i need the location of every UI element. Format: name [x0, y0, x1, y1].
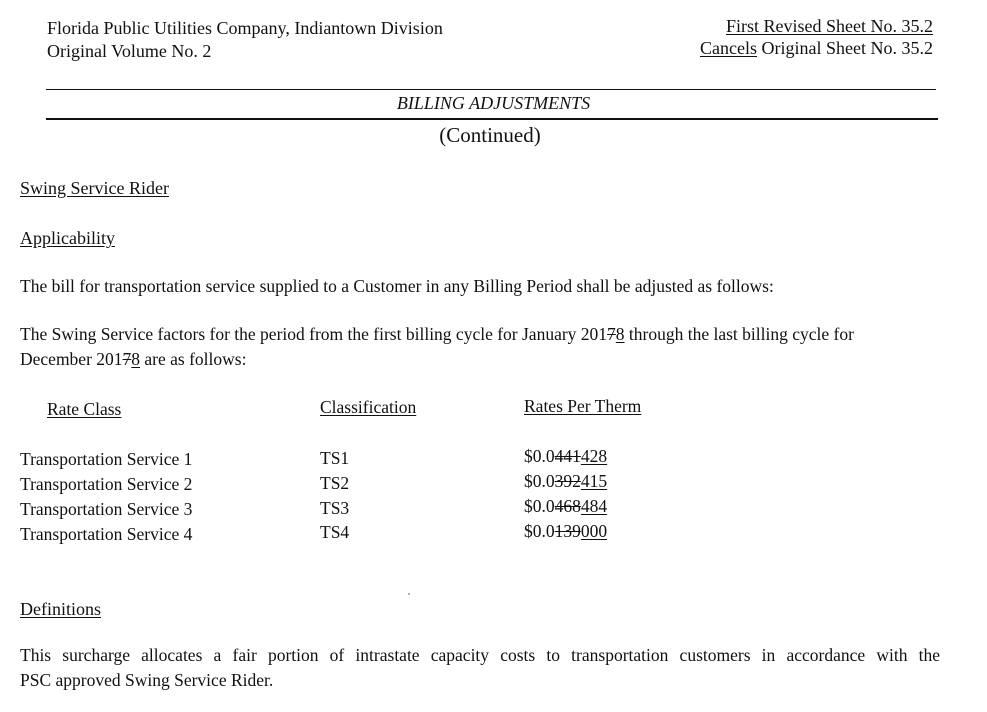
paragraph-definitions-line2: PSC approved Swing Service Rider.: [20, 670, 274, 690]
rate-prefix: $0.0: [524, 521, 555, 541]
row-2-rate: [524, 471, 607, 492]
title-top-rule: [46, 89, 936, 90]
factors-text: December 201: [20, 349, 123, 369]
volume-number: Original Volume No. 2: [47, 41, 212, 61]
paragraph-definitions-line1: This surcharge allocates a fair portion of intrastate capacity costs to transportation customers in accordance with the: [20, 645, 940, 665]
sheet-revised: First Revised Sheet No. 35.2: [726, 16, 933, 36]
header-rate-class: Rate Class: [47, 399, 122, 419]
section-definitions: Definitions: [20, 599, 101, 619]
page-subtitle: (Continued): [439, 123, 541, 147]
paragraph-factors-line1: [20, 324, 854, 345]
company-name: Florida Public Utilities Company, Indiantown Division: [47, 18, 443, 38]
scan-speck: [408, 593, 410, 595]
inserted-year-digit: 8: [131, 349, 141, 369]
paragraph-factors-line2: [20, 349, 246, 370]
cancels-word: Cancels: [700, 38, 758, 58]
rate-new: 000: [580, 521, 608, 541]
rate-old: 392: [554, 471, 581, 491]
header-rates-per-therm: Rates Per Therm: [524, 396, 642, 416]
cancels-sheet: Original Sheet No. 35.2: [761, 38, 933, 58]
rate-new: 415: [580, 471, 608, 491]
paragraph-applicability: The bill for transportation service supplied to a Customer in any Billing Period shall be adjusted as follows:: [20, 276, 774, 296]
rate-old: 139: [554, 521, 581, 541]
section-swing-service-rider: Swing Service Rider: [20, 178, 169, 198]
rate-prefix: $0.0: [524, 446, 555, 466]
row-1-rate: [524, 446, 607, 467]
rate-old: 468: [554, 496, 581, 516]
section-applicability: Applicability: [20, 228, 115, 248]
rate-prefix: $0.0: [524, 496, 555, 516]
inserted-year-digit: 8: [615, 324, 625, 344]
row-4-rate: [524, 521, 607, 542]
factors-text: The Swing Service factors for the period from the first billing cycle for January 201: [20, 324, 608, 344]
sheet-cancels: [700, 38, 933, 59]
row-1-classification: TS1: [320, 448, 350, 468]
page-title: [0, 93, 987, 114]
row-4-rate-class: Transportation Service 4: [20, 524, 193, 544]
row-2-rate-class: Transportation Service 2: [20, 474, 193, 494]
header-classification: Classification: [320, 397, 417, 417]
factors-text-end: are as follows:: [140, 349, 247, 369]
rate-prefix: $0.0: [524, 471, 555, 491]
rate-new: 428: [580, 446, 608, 466]
rate-new: 484: [580, 496, 608, 516]
title-bottom-rule: [46, 118, 938, 120]
factors-text-end: through the last billing cycle for: [624, 324, 854, 344]
row-3-classification: TS3: [320, 498, 350, 518]
row-3-rate: [524, 496, 607, 517]
row-4-classification: TS4: [320, 522, 350, 542]
deleted-year-digit: 7: [607, 324, 616, 344]
title-text: BILLING ADJUSTMENTS: [396, 93, 591, 113]
row-3-rate-class: Transportation Service 3: [20, 499, 193, 519]
row-2-classification: TS2: [320, 473, 350, 493]
deleted-year-digit: 7: [122, 349, 132, 369]
row-1-rate-class: Transportation Service 1: [20, 449, 193, 469]
rate-old: 441: [554, 446, 581, 466]
